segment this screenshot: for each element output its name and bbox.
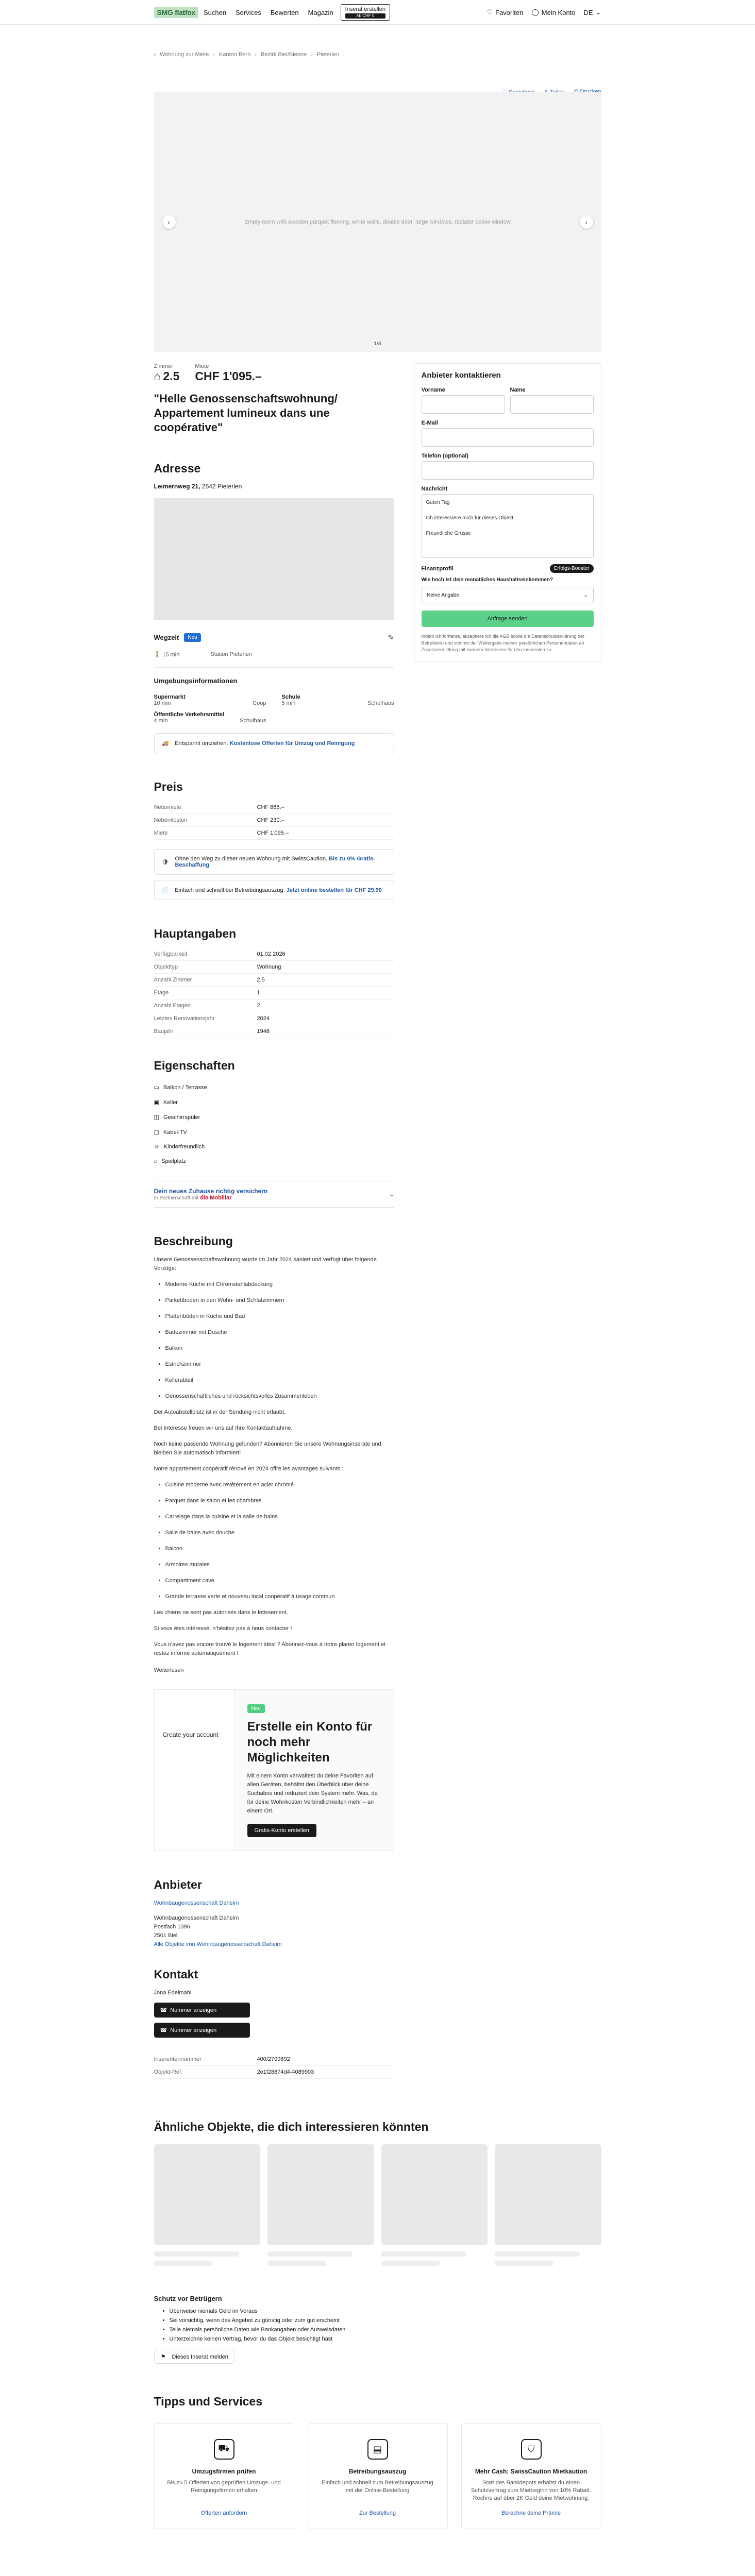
feature-item: ▢ Kabel-TV <box>154 1129 187 1136</box>
tv-icon: ▢ <box>154 1129 159 1136</box>
main-data-heading: Hauptangaben <box>154 927 237 940</box>
document-icon: 📄 <box>161 887 169 893</box>
contact-heading: Kontakt <box>154 1968 198 1981</box>
tips-heading: Tipps und Services <box>154 2395 262 2408</box>
email-input[interactable] <box>422 428 594 447</box>
main-data-table: Verfügbarkeit 01.02.2026 Objekttyp Wohnung Anzahl Zimmer 2.5 Etage 1 Anzahl Etagen 2 Letztes Renovationsjahr 2024 Baujahr 1948 <box>154 948 394 1038</box>
contact-name: Jona Edelmahl <box>154 1990 192 1996</box>
breadcrumb-item[interactable]: Wohnung zur Miete <box>160 52 209 58</box>
nav-magazine[interactable]: Magazin <box>308 9 333 16</box>
document-icon: ▤ <box>367 2439 388 2460</box>
gallery-next-button[interactable] <box>580 215 593 229</box>
flag-icon: ⚑ <box>160 2354 166 2360</box>
chevron-right-icon: › <box>585 218 588 226</box>
site-logo[interactable]: SMG flatfox <box>154 7 198 18</box>
message-textarea[interactable]: Guten Tag Ich interessiere mich für dieses Objekt. Freundliche Grüsse <box>422 494 594 558</box>
chevron-left-icon: ‹ <box>167 218 170 226</box>
language-switch[interactable]: DE ⌄ <box>583 8 601 16</box>
finance-profile-label: Finanzprofil <box>421 565 454 572</box>
gallery-image-alt: Empty room with wooden parquet flooring, white walls, double door, large windows, radiator below window <box>244 218 511 225</box>
rent-label: Miete <box>195 363 209 369</box>
provider-heading: Anbieter <box>154 1878 202 1891</box>
similar-heading: Ähnliche Objekte, die dich interessieren könnten <box>154 2120 429 2133</box>
shield-icon: ⛉ <box>521 2439 542 2460</box>
income-question: Wie hoch ist dein monatliches Haushaltseinkommen? <box>421 577 553 583</box>
nav-valuate[interactable]: Bewerten <box>270 9 299 16</box>
features-heading: Eigenschaften <box>154 1059 235 1072</box>
provider-all-listings[interactable]: Alle Objekte von Wohnbaugenossenschaft Daheim <box>154 1941 282 1947</box>
tip-card-extract[interactable]: ▤ Betreibungsauszug Einfach und schnell zum Betreibungsauszug mit der Online-Bestellung Zur Bestellung <box>308 2423 448 2529</box>
feature-item: ☺ Kinderfreundlich <box>154 1144 205 1150</box>
way-heading: Wegzeit <box>154 634 179 641</box>
new-badge: Neu <box>184 633 200 642</box>
read-more-link[interactable]: Weiterlesen <box>154 1667 184 1673</box>
account-promo <box>154 1689 394 1851</box>
tip-link[interactable]: Offerten anfordern <box>200 2510 247 2516</box>
provider-name[interactable]: Wohnbaugenossenschaft Daheim <box>154 1900 239 1906</box>
features-list <box>154 1080 394 1168</box>
tip-card-caution[interactable]: ⛉ Mehr Cash: SwissCaution Mietkaution Statt des Bankdepots erhältst du einen Schutzvertrag zum Mietbeginn von 10% Rabatt. Rechne auf über 2K Geld deine Mietwohnung. Berechne deine Prämie <box>461 2423 601 2529</box>
child-icon: ☺ <box>154 1144 160 1150</box>
chevron-down-icon: ⌄ <box>595 8 601 16</box>
fraud-protection: Schutz vor Betrügern • Überweise niemals Geld im Voraus • Sei vorsichtig, wenn das Angebot zu günstig oder zum gut erscheint • Teile niemals persönliche Daten wie Bankangaben oder Ausweisdaten • Unterzeichne keinen Vertrag, bevor du das Objekt besichtigt hast ⚑ Dieses Inserat melden <box>154 2295 601 2364</box>
tip-link[interactable]: Berechne deine Prämie <box>501 2510 561 2516</box>
chevron-down-icon: ⌄ <box>389 1191 394 1198</box>
photo-gallery[interactable] <box>154 92 601 352</box>
account-promo-left: Create your account <box>155 1690 235 1851</box>
breadcrumb: ‹ Wohnung zur Miete › Kanton Bern › Bezirk Biel/Bienne › Pieterlen <box>154 52 340 58</box>
contact-form-heading: Anbieter kontaktieren <box>421 371 501 380</box>
reference-table: Inserentennummer 400/2709892 Objekt-Ref. 2e1f28874d4-4089903 <box>154 2053 394 2079</box>
heart-icon: ♡ <box>486 8 493 16</box>
environment-info: Supermarkt 10 min Coop Schule 5 min Schulhaus Öffentliche Verkehrsmittel 4 min Schulhaus <box>154 694 394 724</box>
breadcrumb-item[interactable]: Pieterlen <box>316 52 340 58</box>
account-promo-title: Erstelle ein Konto für noch mehr Möglichkeiten <box>247 1720 373 1765</box>
gallery-counter: 1/8 <box>374 341 381 347</box>
report-listing-button[interactable]: ⚑ Dieses Inserat melden <box>154 2350 235 2364</box>
send-request-button[interactable]: Anfrage senden <box>422 611 594 627</box>
insurance-banner[interactable]: Dein neues Zuhause richtig versichern In Partnerschaft mit die Mobiliar ⌄ <box>154 1181 394 1208</box>
playground-icon: ⌂ <box>154 1158 158 1164</box>
top-header <box>0 0 755 25</box>
income-select[interactable]: Keine Angabe ⌄ <box>422 587 594 603</box>
feature-item: ▭ Balkon / Terrasse <box>154 1084 207 1091</box>
show-number-button[interactable]: ☎ Nummer anzeigen <box>154 2003 250 2018</box>
address-street: Leimernweg 21, <box>154 483 200 490</box>
address-city: 2542 Pieterlen <box>202 483 242 490</box>
shield-icon: 🛡 <box>161 859 169 866</box>
address-heading: Adresse <box>154 462 201 475</box>
feature-item: ▣ Keller <box>154 1099 178 1106</box>
user-icon: ◯ <box>531 8 539 16</box>
mobiliar-logo: die Mobiliar <box>200 1195 232 1201</box>
similar-card[interactable] <box>495 2144 601 2266</box>
main-nav <box>204 8 341 16</box>
dishwasher-icon: ◫ <box>154 1114 159 1121</box>
account-link[interactable]: ◯ Mein Konto <box>531 8 576 16</box>
truck-icon: ⛟ <box>214 2439 234 2460</box>
feature-item: ⌂ Spielplatz <box>154 1158 186 1164</box>
price-heading: Preis <box>154 780 183 793</box>
first-name-input[interactable] <box>422 395 505 414</box>
similar-card[interactable] <box>154 2144 261 2266</box>
legal-notice: Indem ich fortfahre, akzeptiere ich die AGB sowie die Datenschutzerklärung der Betreiberin und stimme der Weitergabe meiner persönlichen Personendaten an Zusatzvermittlung mit meinem Interessen für den Inserenten zu. <box>421 634 585 652</box>
rooms-icon: ⌂ <box>154 369 161 383</box>
way-destination: Station Pieterlen <box>210 651 253 657</box>
gallery-prev-button[interactable] <box>162 215 176 229</box>
new-badge: Neu <box>247 1704 265 1713</box>
nav-search[interactable]: Suchen <box>203 9 227 16</box>
description-text: Unsere Genossenschaftswohnung wurde im Jahr 2024 saniert und verfügt über folgende Vorzüge: • Moderne Küche mit Chromstahlabdeckung • Parkettboden in den Wohn- und Schlafzimmern • Plattenböden in Küche und Bad • Badezimmer mit Dusche • Balkon • Estrichzimmer • Kellerabteil • Genossenschaftliches und rücksichtsvolles Zusammenleben Der Autoabstellplatz ist in der Sendung nicht erlaubt. Bei Interesse freuen wir uns auf Ihre Kontaktaufnahme. Noch keine passende Wohnung gefunden? Abonnieren Sie unsere Wohnungsinserate und bleiben Sie automatisch informiert! Notre appartement coopératif rénové en 2024 offre les avantages suivants : • Cuisine moderne avec revêtement en acier chromé • Parquet dans le salon et les chambres • Carrelage dans la cuisine et la salle de bains • Salle de bains avec douche • Balcon • Armoires murales • Compartiment cave • Grande terrasse verte et nouveau local coopératif à usage commun Les chiens ne sont pas autorisés dans le lotissement. Si vous êtes intéressé, n'hésitez pas à nous contacter ! Vous n'avez pas encore trouvé le logement idéal ? Abonnez-vous à notre planer logement et restez informé automatiquement ! <box>154 1256 394 1658</box>
description-heading: Beschreibung <box>154 1234 233 1248</box>
phone-icon: ☎ <box>160 2027 167 2033</box>
moving-icon: 🚚 <box>161 740 169 747</box>
rent-value: CHF 1'095.– <box>195 369 262 383</box>
walk-icon: 🚶 <box>154 652 161 658</box>
moving-promo[interactable]: 🚚 Entspannt umziehen: Kostenlose Offerten für Umzug und Reinigung <box>154 733 394 753</box>
listing-title: "Helle Genossenschaftswohnung/ Appartement lumineux dans une coopérative" <box>154 392 338 434</box>
show-number-button-2[interactable]: ☎ Nummer anzeigen <box>154 2023 250 2038</box>
similar-card[interactable] <box>381 2144 488 2266</box>
similar-card[interactable] <box>267 2144 374 2266</box>
nav-services[interactable]: Services <box>235 9 261 16</box>
walk-time: 🚶 15 min <box>154 652 180 658</box>
feature-item: ◫ Geschirrspüler <box>154 1114 200 1121</box>
create-account-button[interactable]: Gratis-Konto erstellen <box>247 1824 316 1837</box>
price-table: Nettomiete CHF 865.– Nebenkosten CHF 230.– Miete CHF 1'095.– <box>154 801 394 840</box>
favorites-link[interactable]: ♡ Favoriten <box>486 8 524 16</box>
back-icon[interactable]: ‹ <box>154 52 156 58</box>
post-listing-button[interactable]: Inserat erstellen Ab CHF 0 <box>341 4 390 21</box>
breadcrumb-item[interactable]: Bezirk Biel/Bienne <box>260 52 307 58</box>
env-heading: Umgebungsinformationen <box>154 677 238 685</box>
contact-form: Anbieter kontaktieren Vorname Name E-Mail Telefon (optional) Nachricht Guten Tag Ich interessiere mich für dieses Objekt. Freundliche Grüsse Finanzprofil Erfolgs-Booster Wie hoch ist dein monatliches Haushaltseinkommen? Keine Angabe ⌄ Anfrage senden Indem ich fortfahre, akzeptiere ich die AGB sowie die Datenschutzerklärung der Betreiberin und stimme der Weitergabe meiner persönlichen Personendaten an Zusatzvermittlung mit meinem Interessen für den Inserenten zu. <box>414 363 601 662</box>
rooms-label: Zimmer <box>154 363 173 369</box>
map[interactable] <box>154 498 394 620</box>
balcony-icon: ▭ <box>154 1084 159 1091</box>
caution-promo[interactable]: 🛡 Ohne den Weg zu dieser neuen Wohnung mit SwissCaution. Bis zu 0% Gratis-Beschaffung <box>154 849 394 875</box>
phone-icon: ☎ <box>160 2007 167 2013</box>
account-promo-text: Mit einem Konto verwaltest du deine Favoriten auf allen Geräten, behältst den Überblick über deine Suchabos und reduziert dein System mehr. Was, da für deine Wohnkosten Verbindlichkeiten mehr – an einem Ort. <box>247 1773 378 1814</box>
success-booster-badge: Erfolgs-Booster <box>550 564 594 573</box>
cellar-icon: ▣ <box>154 1099 159 1106</box>
tip-link[interactable]: Zur Bestellung <box>359 2510 396 2516</box>
chevron-down-icon: ⌄ <box>583 592 588 598</box>
edit-icon[interactable]: ✎ <box>388 633 394 641</box>
tip-card-moving[interactable]: ⛟ Umzugsfirmen prüfen Bis zu 5 Offerten von geprüften Umzugs- und Reinigungsfirmen erhalten Offerten anfordern <box>154 2423 294 2529</box>
last-name-input[interactable] <box>510 395 594 414</box>
similar-listings <box>154 2144 601 2266</box>
rooms-value: 2.5 <box>163 369 180 383</box>
breadcrumb-item[interactable]: Kanton Bern <box>219 52 251 58</box>
phone-input[interactable] <box>422 461 594 480</box>
debt-extract-promo[interactable]: 📄 Einfach und schnell bei Betreibungsauszug: Jetzt online bestellen für CHF 29.90 <box>154 880 394 900</box>
